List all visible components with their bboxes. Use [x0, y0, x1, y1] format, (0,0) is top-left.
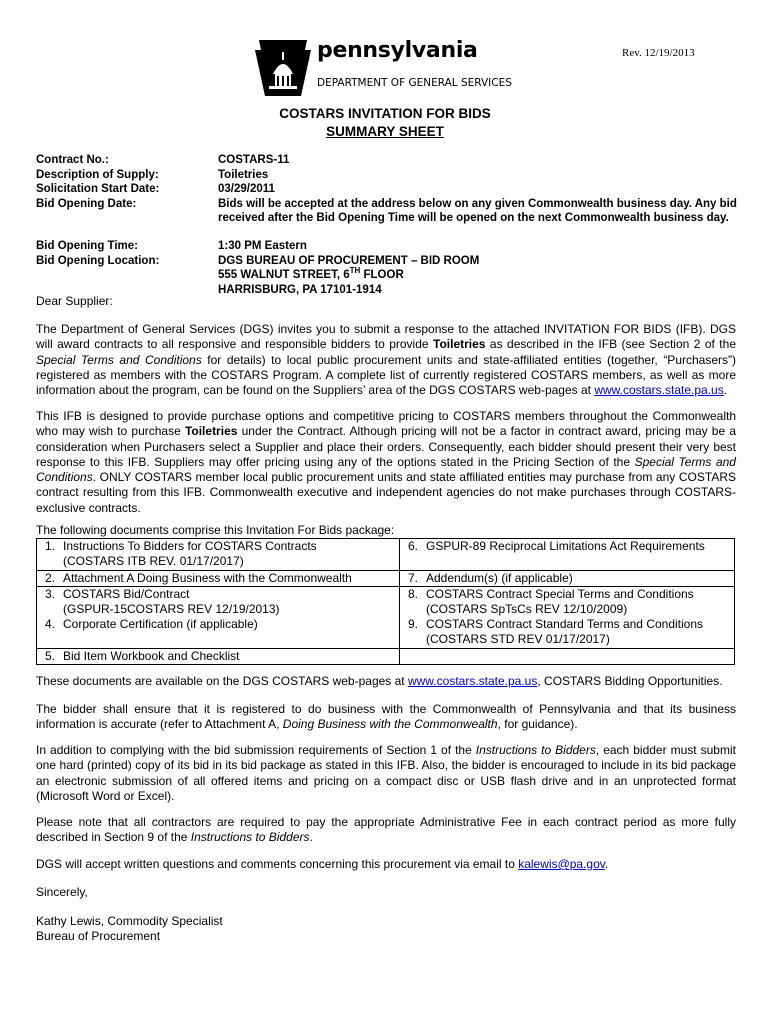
pa-dgs-logo: [253, 40, 523, 96]
paragraph-availability: These documents are available on the DGS COSTARS web-pages at www.costars.state.pa.us, COSTARS Bidding Opportunities.: [36, 674, 723, 688]
keystone-capitol-icon: [253, 40, 313, 96]
logo-wordmark: pennsylvania: [317, 38, 478, 63]
opening-time-value: 1:30 PM Eastern: [218, 240, 307, 252]
paragraph-intro: The Department of General Services (DGS) invites you to submit a response to the attached INVITATION FOR BIDS (IFB). DGS will award contracts to all responsive and responsible bidders to provide Toiletries as described in the IFB (see Section 2 of the Special Terms and Conditions for details) to local public procurement units and state-affiliated entities (together, “Purchasers”) registered as members with the COSTARS Program. A complete list of currently registered COSTARS members, as well as more information about the program, can be found on the Suppliers’ area of the DGS COSTARS web-pages at www.costars.state.pa.us.: [36, 322, 736, 398]
table-cell: 8. COSTARS Contract Special Terms and Conditions (COSTARS SpTsCs REV 12/10/2009) 9. COSTARS Contract Standard Terms and Conditions (COSTARS STD REV 01/17/2017): [400, 587, 735, 648]
contract-no-value: COSTARS-11: [218, 154, 290, 166]
table-cell: 2. Attachment A Doing Business with the Commonwealth: [37, 570, 400, 587]
table-row: [37, 648, 735, 665]
contract-no-label: Contract No.:: [36, 154, 109, 166]
table-cell: 5. Bid Item Workbook and Checklist: [37, 648, 400, 665]
table-cell: 1. Instructions To Bidders for COSTARS Contracts (COSTARS ITB REV. 01/17/2017): [37, 539, 400, 571]
paragraph-submission: In addition to complying with the bid submission requirements of Section 1 of the Instructions to Bidders, each bidder must submit one hard (printed) copy of its bid in its bid package as stated in this IFB. Also, the bidder is encouraged to include in its bid package an electronic submission of all offered items and pricing on a compact disc or USB flash drive and in an unprotected format (Microsoft Word or Excel).: [36, 743, 736, 803]
logo-department: DEPARTMENT OF GENERAL SERVICES: [317, 77, 512, 89]
signer-name: Kathy Lewis, Commodity Specialist: [36, 914, 223, 928]
table-cell: [400, 648, 735, 665]
salutation: Dear Supplier:: [36, 294, 113, 308]
paragraph-admin-fee: Please note that all contractors are required to pay the appropriate Administrative Fee in each contract period as more fully described in Section 9 of the Instructions to Bidders.: [36, 815, 736, 845]
table-cell: 6. GSPUR-89 Reciprocal Limitations Act Requirements: [400, 539, 735, 571]
email-link[interactable]: kalewis@pa.gov: [518, 857, 605, 871]
table-cell: 3. COSTARS Bid/Contract (GSPUR-15COSTARS REV 12/19/2013) 4. Corporate Certification (if applicable): [37, 587, 400, 648]
closing: Sincerely,: [36, 885, 88, 899]
documents-table: [36, 538, 735, 665]
opening-time-label: Bid Opening Time:: [36, 240, 139, 252]
paragraph-registration: The bidder shall ensure that it is registered to do business with the Commonwealth of Pennsylvania and that its business information is accurate (refer to Attachment A, Doing Business with the Commonwealth, for guidance).: [36, 702, 736, 732]
opening-location-value: [218, 254, 738, 298]
table-row: [37, 539, 735, 571]
paragraph-questions: DGS will accept written questions and comments concerning this procurement via email to kalewis@pa.gov.: [36, 857, 609, 871]
opening-date-value: Bids will be accepted at the address below on any given Commonwealth business day. Any bid received after the Bid Opening Time will be opened on the next Commonwealth business day.: [218, 197, 737, 224]
table-cell: 7. Addendum(s) (if applicable): [400, 570, 735, 587]
costars-link[interactable]: www.costars.state.pa.us: [407, 674, 538, 688]
table-row: [37, 587, 735, 648]
location-line-3: HARRISBURG, PA 17101-1914: [218, 283, 382, 296]
location-line-1: DGS BUREAU OF PROCUREMENT – BID ROOM: [218, 254, 480, 267]
supply-label: Description of Supply:: [36, 168, 159, 181]
document-subtitle: SUMMARY SHEET: [326, 124, 444, 139]
start-date-label: Solicitation Start Date:: [36, 183, 160, 195]
revision-date: Rev. 12/19/2013: [622, 47, 695, 59]
table-row: [37, 570, 735, 587]
paragraph-purpose: This IFB is designed to provide purchase options and competitive pricing to COSTARS members throughout the Commonwealth who may wish to purchase Toiletries under the Contract. Although pricing will not be a factor in contract award, pricing may be a consideration when Purchasers select a Supplier and place their orders. Consequently, each bidder should present their very best response to this IFB. Suppliers may offer pricing using any of the options stated in the Pricing Section of the Special Terms and Conditions. ONLY COSTARS member local public procurement units and state affiliated entities may purchase from any COSTARS contract resulting from this IFB. Commonwealth executive and independent agencies do not make purchases through COSTARS-exclusive contracts.: [36, 409, 737, 515]
opening-location-label: Bid Opening Location:: [36, 254, 160, 267]
start-date-value: 03/29/2011: [218, 183, 275, 195]
costars-link[interactable]: www.costars.state.pa.us: [594, 383, 724, 398]
document-title: COSTARS INVITATION FOR BIDS: [279, 106, 491, 121]
opening-date-label: Bid Opening Date:: [36, 197, 137, 210]
supply-value: Toiletries: [218, 168, 269, 181]
documents-intro: The following documents comprise this Invitation For Bids package:: [36, 523, 395, 537]
signer-bureau: Bureau of Procurement: [36, 929, 161, 943]
location-line-2: 555 WALNUT STREET, 6TH FLOOR: [218, 266, 404, 281]
